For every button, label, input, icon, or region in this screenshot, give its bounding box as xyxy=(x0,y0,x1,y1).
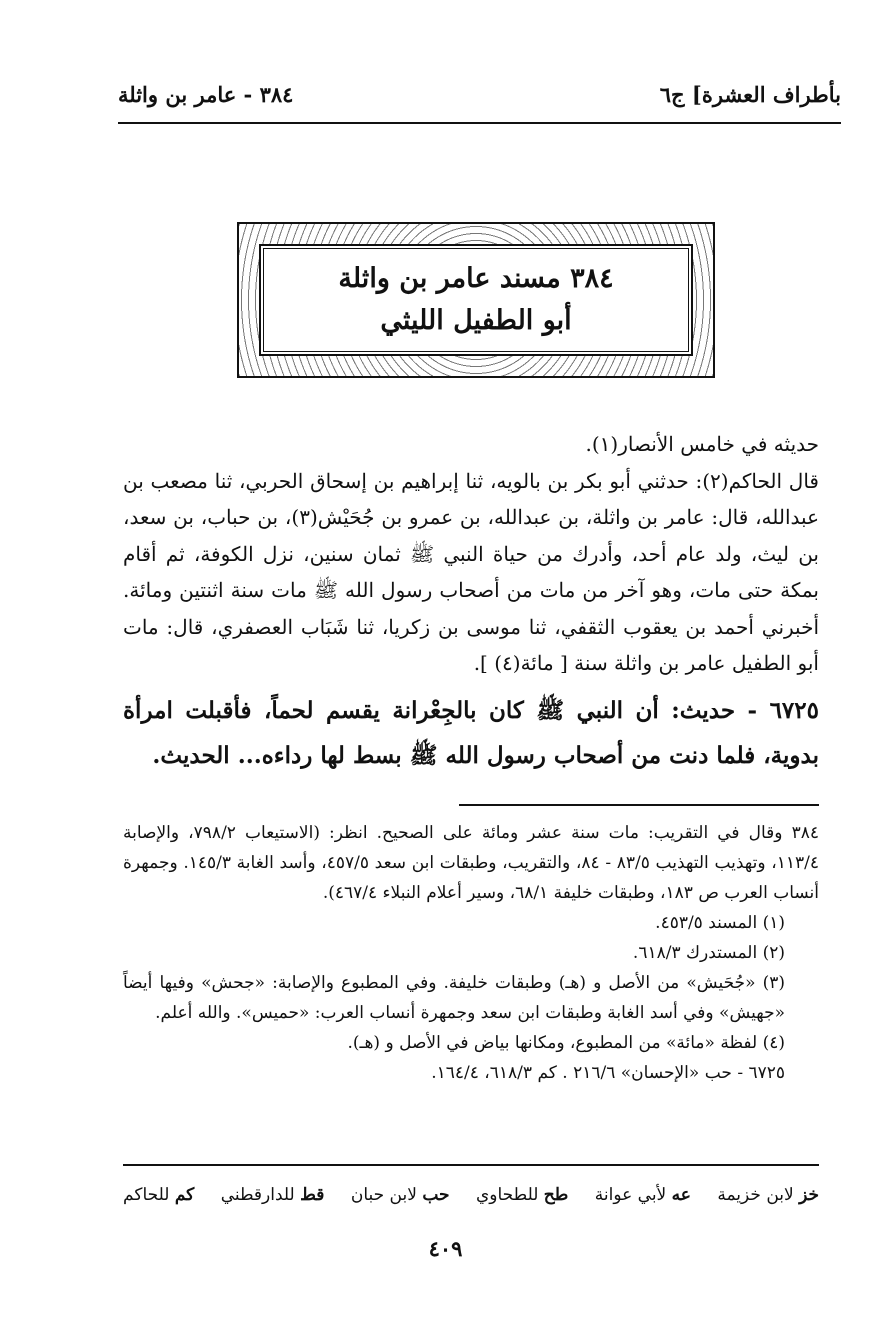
main-text xyxy=(123,426,819,682)
footnote-3: (٣) «جُحَيش» من الأصل و (هـ) وطبقات خليفة. وفي المطبوع والإصابة: «جحش» وفيها أيضاً «جهيش» وفي أسد الغابة وطبقات ابن سعد وجمهرة أنساب العرب: «حميس». والله أعلم. xyxy=(123,973,785,1023)
running-header-section: ٣٨٤ - عامر بن واثلة xyxy=(118,82,294,107)
paragraph-intro: حديثه في خامس الأنصار(١). xyxy=(585,432,819,456)
page-number: ٤٠٩ xyxy=(428,1236,463,1261)
hadith-entry xyxy=(123,688,819,778)
footnote-1: (١) المسند ٤٥٣/٥. xyxy=(655,913,785,933)
title-line-2: أبو الطفيل الليثي xyxy=(380,305,572,336)
running-header-book: بأطراف العشرة] ج٦ xyxy=(659,82,841,107)
footnote-hadith-source: ٦٧٢٥ - حب «الإحسان» ٢١٦/٦ . كم ٦١٨/٣، ١٦٤/٤. xyxy=(431,1063,785,1083)
header-divider xyxy=(118,122,841,124)
abbreviation-item: طح للطحاوي xyxy=(475,1185,569,1205)
abbreviation-item: خز لابن خزيمة xyxy=(717,1185,819,1205)
abbreviation-item: كم للحاكم xyxy=(123,1185,195,1205)
abbreviations-divider xyxy=(123,1164,819,1166)
footnote-2: (٢) المستدرك ٦١٨/٣. xyxy=(632,943,785,963)
abbreviations-key xyxy=(123,1185,819,1205)
abbreviation-item: حب لابن حبان xyxy=(350,1185,450,1205)
paragraph-hakim: قال الحاكم(٢): حدثني أبو بكر بن بالويه، ثنا إبراهيم بن إسحاق الحربي، ثنا مصعب بن عبدالله، قال: عامر بن واثلة، بن عبدالله، بن عمرو بن جُحَيْش(٣)، بن حباب، بن سعد، بن ليث، ولد عام أحد، وأدرك من حياة النبي ﷺ ثمان سنين، نزل الكوفة، ثم أقام بمكة حتى مات، وهو آخر من مات من أصحاب رسول الله ﷺ مات سنة اثنتين ومائة. أخبرني أحمد بن يعقوب الثقفي، ثنا موسى بن زكريا، ثنا شَبَاب العصفري، قال: مات أبو الطفيل عامر بن واثلة سنة [ مائة(٤) ]. xyxy=(123,468,820,675)
footnote-4: (٤) لفظة «مائة» من المطبوع، ومكانها بياض في الأصل و (هـ). xyxy=(347,1033,785,1053)
title-number-and-name: ٣٨٤ مسند عامر بن واثلة xyxy=(338,263,614,295)
footnote-divider xyxy=(459,804,819,806)
footnote-main: ٣٨٤ وقال في التقريب: مات سنة عشر ومائة على الصحيح. انظر: (الاستيعاب ٧٩٨/٢، والإصابة ١١٣/٤، وتهذيب التهذيب ٨٣/٥ - ٨٤، والتقريب، وطبقات ابن سعد ٤٥٧/٥، وأسد الغابة ١٤٥/٣. وجمهرة أنساب العرب ص ١٨٣، وطبقات خليفة ٦٨/١، وسير أعلام النبلاء ٤٦٧/٤). xyxy=(123,823,820,903)
abbreviation-item: قط للدارقطني xyxy=(220,1185,325,1205)
abbreviation-item: عه لأبي عوانة xyxy=(594,1185,691,1205)
ornamental-title-frame xyxy=(237,222,715,378)
title-panel xyxy=(259,244,693,356)
footnotes xyxy=(123,818,819,1088)
title-line-1 xyxy=(338,258,613,300)
hadith-text: ٦٧٢٥ - حديث: أن النبي ﷺ كان بالجِعْرانة يقسم لحماً، فأقبلت امرأة بدوية، فلما دنت من أصحاب رسول الله ﷺ بسط لها رداءه... الحديث. xyxy=(123,697,819,769)
